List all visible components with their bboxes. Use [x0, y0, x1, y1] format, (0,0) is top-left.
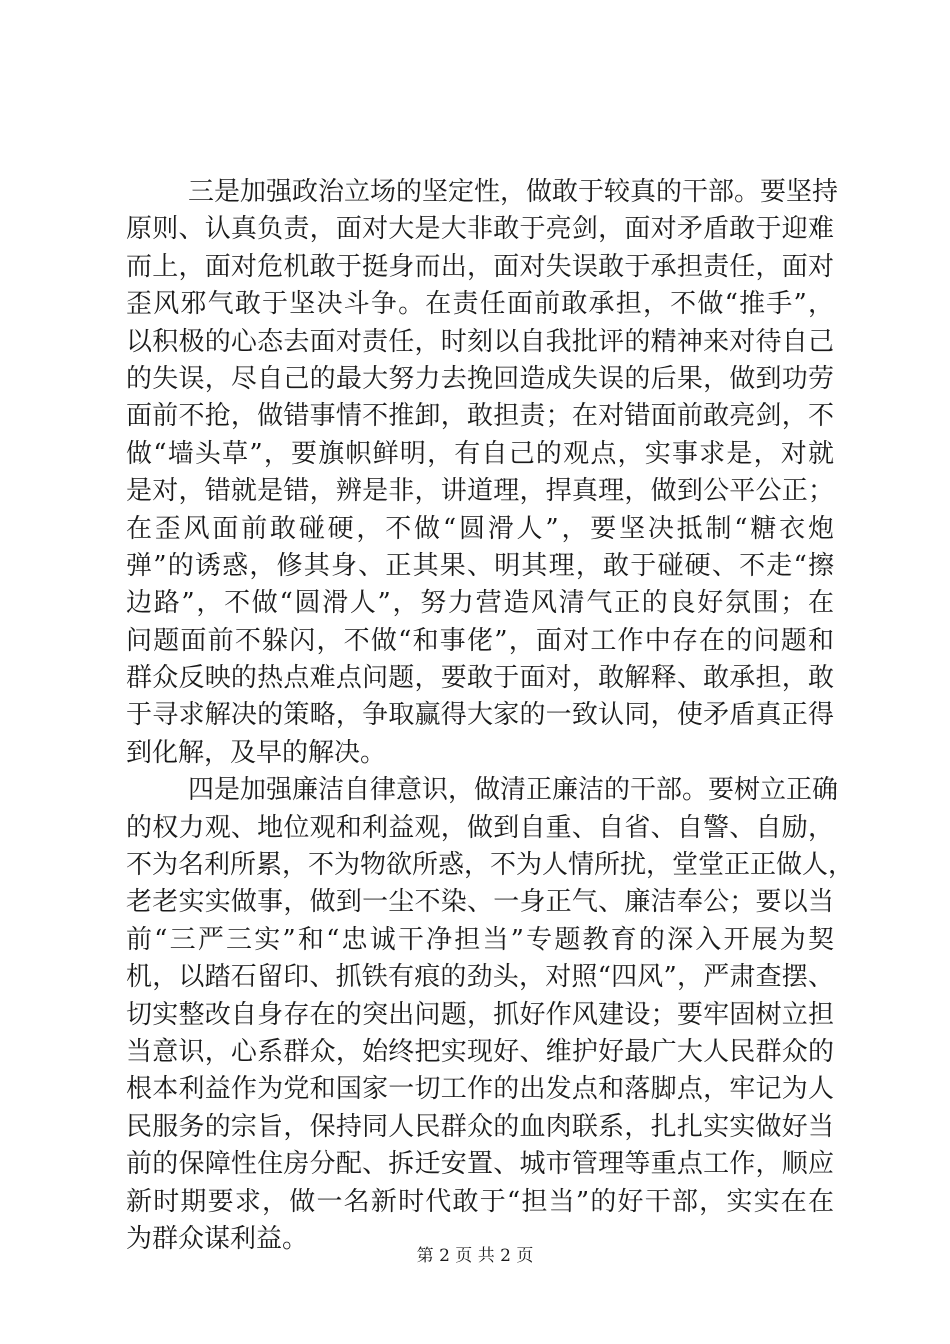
- text-line: 三是加强政治立场的坚定性，做敢于较真的干部。要坚持: [188, 177, 839, 207]
- text-line: 弹”的诱惑，修其身、正其果、明其理，敢于碰硬、不走“擦: [126, 550, 834, 581]
- text-line: 边路”，不做“圆滑人”，努力营造风清气正的良好氛围；在: [126, 588, 834, 619]
- text-line: 是对，错就是错，辨是非，讲道理，捍真理，做到公平公正；: [126, 476, 834, 507]
- text-line: 群众反映的热点难点问题，要敢于面对，敢解释、敢承担，敢: [126, 663, 834, 694]
- text-line: 根本利益作为党和国家一切工作的出发点和落脚点，牢记为人: [126, 1074, 834, 1105]
- paragraph: [126, 772, 855, 1258]
- text-line: 原则、认真负责，面对大是大非敢于亮剑，面对矛盾敢于迎难: [126, 214, 834, 245]
- text-line: 在歪风面前敢碰硬，不做“圆滑人”，要坚决抵制“糖衣炮: [126, 513, 834, 544]
- text-line: 到化解，及早的解决。: [126, 737, 387, 768]
- page-number: 第 2 页 共 2 页: [416, 1246, 534, 1266]
- text-line: 做“墙头草”，要旗帜鲜明，有自己的观点，实事求是，对就: [126, 438, 834, 469]
- text-line: 不为名利所累，不为物欲所惑，不为人情所扰，堂堂正正做人，: [126, 850, 855, 881]
- text-line: 四是加强廉洁自律意识，做清正廉洁的干部。要树立正确: [188, 775, 839, 806]
- text-line: 于寻求解决的策略，争取赢得大家的一致认同，使矛盾真正得: [126, 700, 834, 731]
- text-line: 新时期要求，做一名新时代敢于“担当”的好干部，实实在在: [126, 1186, 834, 1217]
- paragraph: [126, 174, 839, 772]
- text-line: 当意识，心系群众，始终把实现好、维护好最广大人民群众的: [126, 1036, 834, 1067]
- text-line: 前“三严三实”和“忠诚干净担当”专题教育的深入开展为契: [126, 924, 834, 955]
- text-line: 面前不抢，做错事情不推卸，敢担责；在对错面前敢亮剑，不: [126, 401, 834, 432]
- text-line: 为群众谋利益。: [126, 1223, 309, 1254]
- text-line: 歪风邪气敢于坚决斗争。在责任面前敢承担，不做“推手”，: [126, 289, 834, 320]
- document-body: [126, 174, 855, 1258]
- page-footer: [0, 1244, 950, 1268]
- text-line: 的权力观、地位观和利益观，做到自重、自省、自警、自励，: [126, 812, 834, 843]
- text-line: 前的保障性住房分配、拆迁安置、城市管理等重点工作，顺应: [126, 1149, 834, 1180]
- text-line: 以积极的心态去面对责任，时刻以自我批评的精神来对待自己: [126, 326, 834, 357]
- text-line: 机，以踏石留印、抓铁有痕的劲头，对照“四风”，严肃查摆、: [126, 962, 834, 993]
- text-line: 切实整改自身存在的突出问题，抓好作风建设；要牢固树立担: [126, 999, 834, 1030]
- text-line: 民服务的宗旨，保持同人民群众的血肉联系，扎扎实实做好当: [126, 1111, 834, 1142]
- text-line: 问题面前不躲闪，不做“和事佬”，面对工作中存在的问题和: [126, 625, 834, 656]
- text-line: 老老实实做事，做到一尘不染、一身正气、廉洁奉公；要以当: [126, 887, 834, 918]
- text-line: 的失误，尽自己的最大努力去挽回造成失误的后果，做到功劳: [126, 363, 834, 394]
- text-line: 而上，面对危机敢于挺身而出，面对失误敢于承担责任，面对: [126, 251, 834, 282]
